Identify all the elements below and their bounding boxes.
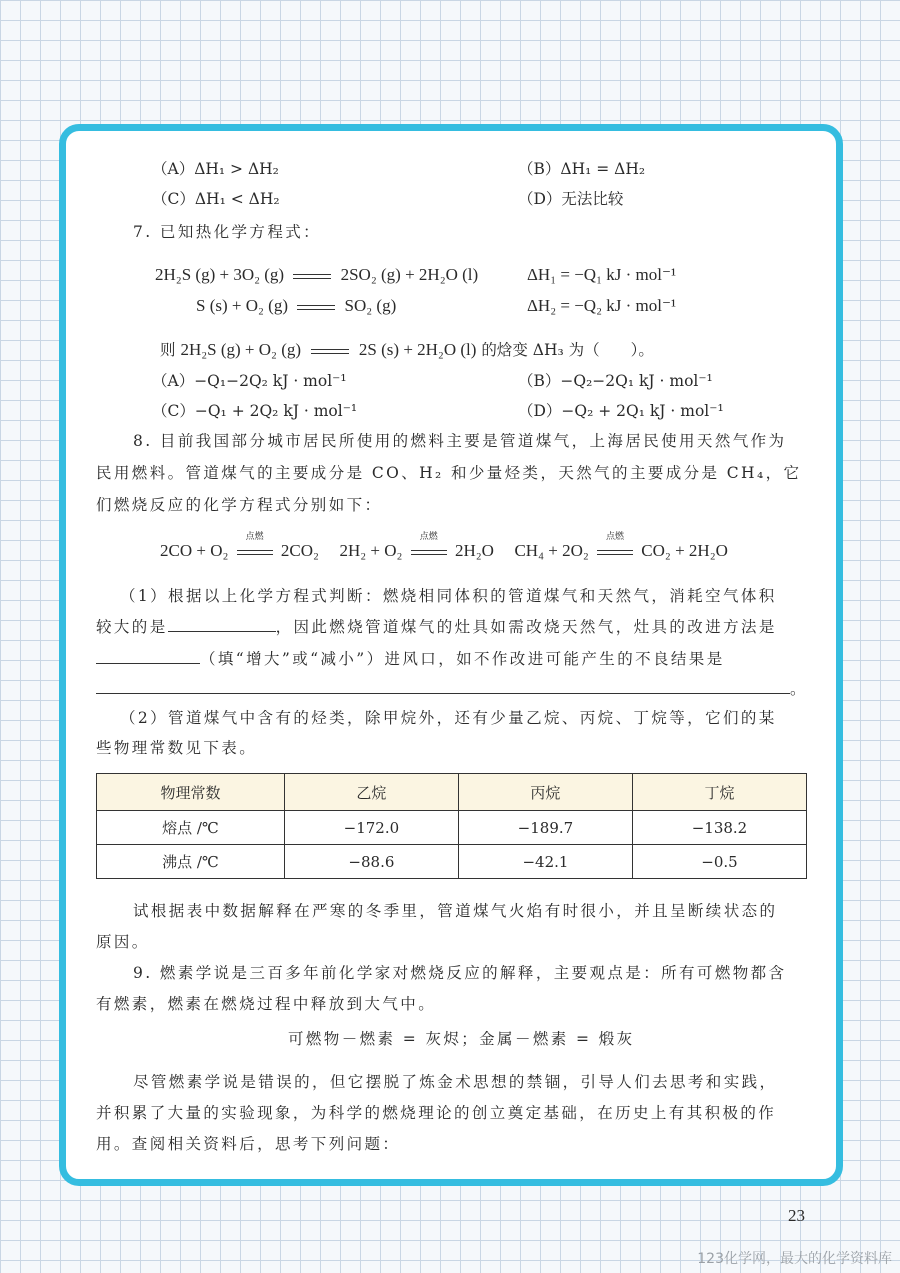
q9-line1: 9. 燃素学说是三百多年前化学家对燃烧反应的解释，主要观点是：所有可燃物都含: [133, 964, 787, 982]
reaction-1-left: 2CO + O₂: [160, 541, 229, 560]
watermark: 123化学网，最大的化学资料库: [697, 1251, 892, 1267]
table-cell: −189.7: [458, 811, 632, 845]
q6-option-a: （A）ΔH₁ > ΔH₂: [152, 160, 279, 178]
reaction-3-arrow: [597, 532, 633, 563]
equals-sign: [293, 274, 331, 279]
table-row: [97, 845, 807, 879]
equals-sign: [597, 550, 633, 555]
q7-question: [160, 339, 654, 361]
ignition-label: 点燃: [245, 532, 264, 543]
q8-part2-line2: 些物理常数见下表。: [96, 739, 258, 757]
equals-sign: [311, 349, 349, 354]
table-header: 丁烷: [632, 774, 806, 811]
q7-question-prefix: 则: [160, 341, 176, 359]
reaction-1-right: 2CO₂: [280, 541, 319, 560]
table-cell: 熔点 /℃: [97, 811, 285, 845]
q7-eq1-left: 2H₂S (g) + 3O₂ (g): [155, 265, 285, 284]
q9-para-line3: 用。查阅相关资料后，思考下列问题：: [96, 1135, 401, 1153]
q9-para-line1: 尽管燃素学说是错误的，但它摆脱了炼金术思想的禁锢，引导人们去思考和实践，: [133, 1073, 778, 1091]
q8-part2-line1: （2）管道煤气中含有的烃类，除甲烷外，还有少量乙烷、丙烷、丁烷等，它们的某: [120, 709, 777, 727]
equals-sign: [411, 550, 447, 555]
q7-eq1: [155, 264, 478, 286]
q9-line2: 有燃素，燃素在燃烧过程中释放到大气中。: [96, 995, 437, 1013]
q8-part1-text-a: 较大的是: [96, 618, 168, 636]
q8-part1-end: 。: [790, 680, 806, 698]
table-header-row: [97, 774, 807, 811]
table-row: [97, 811, 807, 845]
table-cell: −172.0: [284, 811, 458, 845]
reaction-3-left: CH₄ + 2O₂: [514, 541, 589, 560]
q9-para-line2: 并积累了大量的实验现象，为科学的燃烧理论的创立奠定基础，在历史上有其积极的作: [96, 1104, 777, 1122]
q8-reactions: [160, 532, 728, 563]
q7-eq1-dh: ΔH₁ = −Q₁ kJ · mol⁻¹: [527, 265, 677, 284]
q7-question-right: 2S (s) + 2H₂O (l): [358, 340, 477, 359]
table-cell: −88.6: [284, 845, 458, 879]
q7-eq2: [196, 295, 396, 317]
q6-option-c: （C）ΔH₁ < ΔH₂: [152, 190, 280, 208]
table-cell: −42.1: [458, 845, 632, 879]
equals-sign: [297, 305, 335, 310]
q8-part1-line1: （1）根据以上化学方程式判断：燃烧相同体积的管道煤气和天然气，消耗空气体积: [120, 587, 777, 605]
q7-eq1-right: 2SO₂ (g) + 2H₂O (l): [340, 265, 479, 284]
table-cell: 沸点 /℃: [97, 845, 285, 879]
q7-question-suffix: 的焓变 ΔH₃ 为（ ）。: [481, 341, 654, 359]
table-cell: −138.2: [632, 811, 806, 845]
q6-option-b: （B）ΔH₁ = ΔH₂: [518, 160, 646, 178]
reaction-2-right: 2H₂O: [454, 541, 494, 560]
q7-question-left: 2H₂S (g) + O₂ (g): [180, 340, 302, 359]
table-header: 丙烷: [458, 774, 632, 811]
q7-option-a: （A）−Q₁−2Q₂ kJ · mol⁻¹: [152, 372, 347, 390]
answer-blank-2[interactable]: [96, 649, 200, 664]
q8-line1: 8. 目前我国部分城市居民所使用的燃料主要是管道煤气，上海居民使用天然气作为: [133, 432, 787, 450]
q8-part1-text-b: ，因此燃烧管道煤气的灶具如需改烧天然气，灶具的改进方法是: [275, 618, 777, 636]
q7-option-b: （B）−Q₂−2Q₁ kJ · mol⁻¹: [518, 372, 713, 390]
q7-eq2-dh: ΔH₂ = −Q₂ kJ · mol⁻¹: [527, 296, 677, 315]
answer-blank-3[interactable]: [96, 679, 790, 694]
q8-part1-line4: [96, 678, 806, 700]
table-header: 乙烷: [284, 774, 458, 811]
q6-option-d: （D）无法比较: [518, 190, 624, 208]
q8-after-line2: 原因。: [96, 933, 150, 951]
q7-option-c: （C）−Q₁ + 2Q₂ kJ · mol⁻¹: [152, 402, 358, 420]
q8-line3: 们燃烧反应的化学方程式分别如下：: [96, 496, 383, 514]
answer-blank-1[interactable]: [168, 617, 276, 632]
ignition-label: 点燃: [419, 532, 438, 543]
reaction-2-left: 2H₂ + O₂: [339, 541, 403, 560]
q8-line2: 民用燃料。管道煤气的主要成分是 CO、H₂ 和少量烃类，天然气的主要成分是 CH₄，它: [96, 464, 802, 482]
q8-after-line1: 试根据表中数据解释在严寒的冬季里，管道煤气火焰有时很小，并且呈断续状态的: [133, 902, 778, 920]
ignition-label: 点燃: [606, 532, 625, 543]
q8-part1-text-c: （填“增大”或“减小”）进风口，如不作改进可能产生的不良结果是: [200, 650, 725, 668]
q7-intro: 7. 已知热化学方程式：: [133, 223, 322, 241]
table-cell: −0.5: [632, 845, 806, 879]
q7-option-d: （D）−Q₂ + 2Q₁ kJ · mol⁻¹: [518, 402, 724, 420]
q8-part1-line2: [96, 616, 777, 638]
reaction-3-right: CO₂ + 2H₂O: [641, 541, 728, 560]
q7-eq2-left: S (s) + O₂ (g): [196, 296, 289, 315]
q9-formula: 可燃物－燃素 = 灰烬；金属－燃素 = 煅灰: [288, 1030, 635, 1048]
q8-part1-line3: [96, 648, 725, 670]
reaction-2-arrow: [411, 532, 447, 563]
table-header: 物理常数: [97, 774, 285, 811]
q7-eq2-right: SO₂ (g): [344, 296, 397, 315]
page-number: 23: [788, 1206, 805, 1225]
reaction-1-arrow: [237, 532, 273, 563]
equals-sign: [237, 550, 273, 555]
physical-constants-table: [96, 773, 807, 879]
